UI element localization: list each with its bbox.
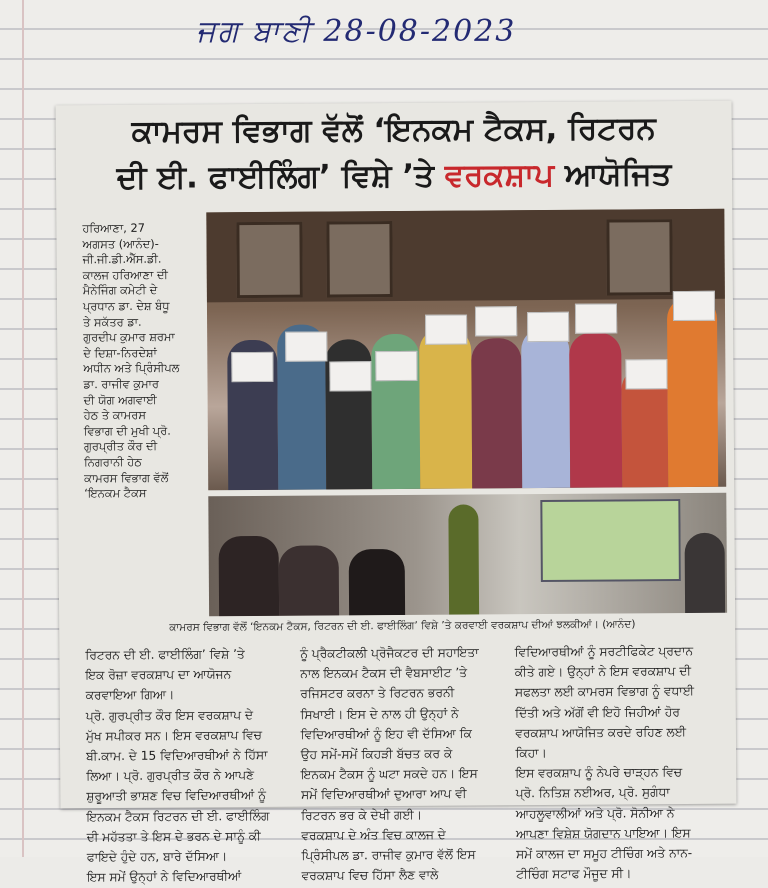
projector-screen <box>540 499 681 582</box>
headline-line-2-start: ਦੀ ਈ. ਫਾਈਲਿੰਗ’ ਵਿਸ਼ੇ ’ਤੇ <box>116 157 445 196</box>
article-column-3: ਵਿਦਿਆਰਥੀਆਂ ਨੂੰ ਸਰਟੀਫਿਕੇਟ ਪ੍ਰਦਾਨ ਕੀਤੇ ਗਏ। ਉਨ੍ਹਾਂ ਨੇ ਇਸ ਵਰਕਸ਼ਾਪ ਦੀ ਸਫਲਤਾ ਲਈ ਕਾਮਰਸ ਵਿਭਾਗ ਨੂੰ ਵਧਾਈ ਦਿੱਤੀ ਅਤੇ ਅੱਗੋਂ ਵੀ ਇਹੋ ਜਿਹੀਆਂ ਹੋਰ ਵਰਕਸ਼ਾਪ ਆਯੋਜਿਤ ਕਰਦੇ ਰਹਿਣ ਲਈ ਕਿਹਾ। ਇਸ ਵਰਕਸ਼ਾਪ ਨੂੰ ਨੇਪਰੇ ਚਾੜ੍ਹਨ ਵਿਚ ਪ੍ਰੋ. ਨਿਤਿਸ਼ ਨਈਅਰ, ਪ੍ਰੋ. ਸੁਗੰਧਾ ਆਹਲੂਵਾਲੀਆਂ ਅਤੇ ਪ੍ਰੋ. ਸੋਨੀਆ ਨੇ ਆਪਣਾ ਵਿਸ਼ੇਸ਼ ਯੋਗਦਾਨ ਪਾਇਆ। ਇਸ ਸਮੇਂ ਕਾਲਜ ਦਾ ਸਮੂਹ ਟੀਚਿੰਗ ਅਤੇ ਨਾਨ- ਟੀਚਿੰਗ ਸਟਾਫ ਮੌਜੂਦ ਸੀ। <box>514 643 695 882</box>
intro-column: ਹਰਿਆਣਾ, 27 ਅਗਸਤ (ਆਨੰਦ)- ਜੀ.ਜੀ.ਡੀ.ਐੱਸ.ਡੀ. ਕਾਲਜ ਹਰਿਆਣਾ ਦੀ ਮੈਨੇਜਿੰਗ ਕਮੇਟੀ ਦੇ ਪ੍ਰਧਾਨ ਡਾ. ਦੇਸ਼ ਬੰਧੂ ਤੇ ਸਕੱਤਰ ਡਾ. ਗੁਰਦੀਪ ਕੁਮਾਰ ਸ਼ਰਮਾ ਦੇ ਦਿਸ਼ਾ-ਨਿਰਦੇਸ਼ਾਂ ਅਧੀਨ ਅਤੇ ਪ੍ਰਿੰਸੀਪਲ ਡਾ. ਰਾਜੀਵ ਕੁਮਾਰ ਦੀ ਯੋਗ ਅਗਵਾਈ ਹੇਠ ਤੇ ਕਾਮਰਸ ਵਿਭਾਗ ਦੀ ਮੁਖੀ ਪ੍ਰੋ. ਗੁਰਪ੍ਰੀਤ ਕੌਰ ਦੀ ਨਿਗਰਾਨੀ ਹੇਠ ਕਾਮਰਸ ਵਿਭਾਗ ਵੱਲੋਂ ‘ਇਨਕਮ ਟੈਕਸ <box>82 220 180 501</box>
newspaper-clipping <box>56 101 737 885</box>
workshop-classroom-photo <box>208 493 727 617</box>
headline-highlight-word: ਵਰਕਸ਼ਾਪ <box>444 156 555 194</box>
photo-caption: ਕਾਮਰਸ ਵਿਭਾਗ ਵੱਲੋਂ ‘ਇਨਕਮ ਟੈਕਸ, ਰਿਟਰਨ ਦੀ ਈ. ਫਾਈਲਿੰਗ’ ਵਿਸ਼ੇ ’ਤੇ ਕਰਵਾਈ ਵਰਕਸ਼ਾਪ ਦੀਆਂ ਝਲਕੀਆਂ। (ਆਨੰਦ) <box>169 618 636 634</box>
article-column-1: ਰਿਟਰਨ ਦੀ ਈ. ਫਾਈਲਿੰਗ’ ਵਿਸ਼ੇ ’ਤੇ ਇਕ ਰੋਜ਼ਾ ਵਰਕਸ਼ਾਪ ਦਾ ਆਯੋਜਨ ਕਰਵਾਇਆ ਗਿਆ। ਪ੍ਰੋ. ਗੁਰਪ੍ਰੀਤ ਕੌਰ ਇਸ ਵਰਕਸ਼ਾਪ ਦੇ ਮੁੱਖ ਸਪੀਕਰ ਸਨ। ਇਸ ਵਰਕਸ਼ਾਪ ਵਿਚ ਬੀ.ਕਾਮ. ਦੇ 15 ਵਿਦਿਆਰਥੀਆਂ ਨੇ ਹਿੱਸਾ ਲਿਆ। ਪ੍ਰੋ. ਗੁਰਪ੍ਰੀਤ ਕੌਰ ਨੇ ਆਪਣੇ ਸ਼ੁਰੂਆਤੀ ਭਾਸ਼ਣ ਵਿਚ ਵਿਦਿਆਰਥੀਆਂ ਨੂੰ ਇਨਕਮ ਟੈਕਸ ਰਿਟਰਨ ਦੀ ਈ. ਫਾਈਲਿੰਗ ਦੀ ਮਹੱਤਤਾ ਤੇ ਇਸ ਦੇ ਭਰਨ ਦੇ ਸਾਨੂੰ ਕੀ ਫਾਇਦੇ ਹੁੰਦੇ ਹਨ, ਬਾਰੇ ਦੱਸਿਆ। ਇਸ ਸਮੇਂ ਉਨ੍ਹਾਂ ਨੇ ਵਿਦਿਆਰਥੀਆਂ <box>85 647 270 885</box>
article-column-2: ਨੂੰ ਪ੍ਰੈਕਟੀਕਲੀ ਪ੍ਰੋਜੈਕਟਰ ਦੀ ਸਹਾਇਤਾ ਨਾਲ ਇਨਕਮ ਟੈਕਸ ਦੀ ਵੈਬਸਾਈਟ ’ਤੇ ਰਜਿਸਟਰ ਕਰਨਾ ਤੇ ਰਿਟਰਨ ਭਰਨੀ ਸਿਖਾਈ। ਇਸ ਦੇ ਨਾਲ ਹੀ ਉਨ੍ਹਾਂ ਨੇ ਵਿਦਿਆਰਥੀਆਂ ਨੂੰ ਇਹ ਵੀ ਦੱਸਿਆ ਕਿ ਉਹ ਸਮੇਂ-ਸਮੇਂ ਕਿਹੜੀ ਬੱਚਤ ਕਰ ਕੇ ਇਨਕਮ ਟੈਕਸ ਨੂੰ ਘਟਾ ਸਕਦੇ ਹਨ। ਇਸ ਸਮੇਂ ਵਿਦਿਆਰਥੀਆਂ ਦੁਆਰਾ ਆਪ ਵੀ ਰਿਟਰਨ ਭਰ ਕੇ ਦੇਖੀ ਗਈ। ਵਰਕਸ਼ਾਪ ਦੇ ਅੰਤ ਵਿਚ ਕਾਲਜ ਦੇ ਪ੍ਰਿੰਸੀਪਲ ਡਾ. ਰਾਜੀਵ ਕੁਮਾਰ ਵੱਲੋਂ ਇਸ ਵਰਕਸ਼ਾਪ ਵਿਚ ਹਿੱਸਾ ਲੈਣ ਵਾਲੇ <box>300 645 479 883</box>
headline-line-2-end: ਆਯੋਜਿਤ <box>553 156 672 193</box>
handwritten-source-date: ਜਗ ਬਾਣੀ 28-08-2023 <box>196 14 517 49</box>
notebook-margin-line <box>22 0 24 857</box>
headline-line-1: ਕਾਮਰਸ ਵਿਭਾਗ ਵੱਲੋਂ ‘ਇਨਕਮ ਟੈਕਸ, ਰਿਟਰਨ <box>131 110 656 150</box>
group-photo-certificates <box>206 209 726 491</box>
article-body <box>85 641 719 888</box>
article-headline <box>56 105 733 202</box>
headline-line-2 <box>56 151 732 202</box>
